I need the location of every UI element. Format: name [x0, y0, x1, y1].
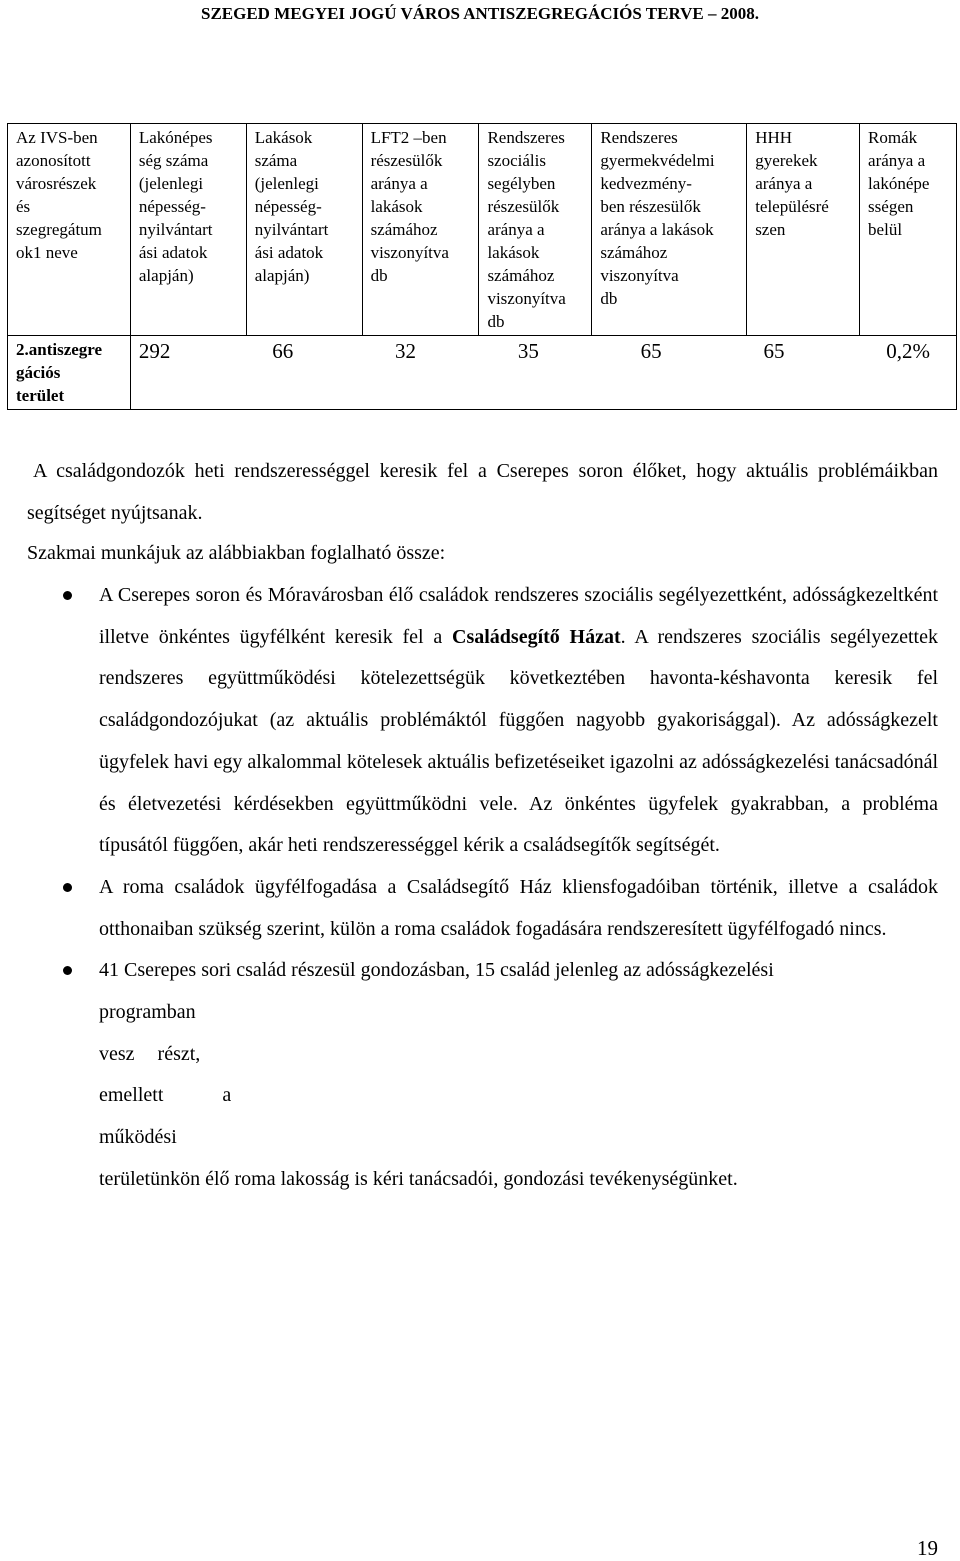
value-rsz: 35 — [517, 339, 539, 363]
page-header: SZEGED MEGYEI JOGÚ VÁROS ANTISZEGREGÁCIÓS TERVE – 2008. — [200, 4, 759, 23]
header-cell: Rendszeres gyermekvédelmi kedvezmény- ben részesülők aránya a lakások számához viszonyítva db — [592, 124, 747, 336]
value-lft: 32 — [395, 339, 416, 363]
list-item: 41 Cserepes sori család részesül gondozásban, 15 család jelenleg az adósságkezelési programban vesz részt, emellett a működési területünkön élő roma lakosság is kéri tanácsadói, gondozási tevékenységünket. — [27, 950, 938, 1200]
table-header-row — [8, 124, 957, 336]
list-item: A roma családok ügyfélfogadása a Családsegítő Ház kliensfogadóiban történik, illetve a családok otthonaiban szükség szerint, külön a roma családok fogadására rendszeresített ügyfélfogadó nincs. — [27, 867, 938, 950]
page-number: 19 — [917, 1536, 938, 1560]
list-item: A Cserepes soron és Móravárosban élő családok rendszeres szociális segélyezettként, adósságkezeltként illetve önkéntes ügyfélként keresik fel a Családsegítő Házat. A rendszeres szociális segélyezettek rendszeres együttműködési kötelezettségük következtében havonta-késhavonta keresik fel családgondozójukat (az aktuális problémáktól függően nagyobb gyakorisággal). Az adósságkezelt ügyfelek havi egy alkalommal kötelesek aktuális befizetéseiket igazolni az adósságkezelési tanácsadónál és életvezetési kérdésekben együttműködni vele. Az önkéntes ügyfelek gyakrabban, a probléma típusától függően, akár heti rendszerességgel kérik a családsegítők segítségét. — [27, 575, 938, 867]
value-rgyk: 65 — [640, 339, 662, 363]
indicator-table — [7, 123, 957, 410]
intro-paragraph: A családgondozók heti rendszerességgel keresik fel a Cserepes soron élőket, hogy aktuális problémáikban segítséget nyújtsanak. — [27, 460, 938, 524]
header-cell: Lakások száma (jelenlegi népesség- nyilvántart ási adatok alapján) — [246, 124, 362, 336]
values-line — [139, 338, 950, 364]
bullet-icon — [63, 966, 72, 975]
table-row — [8, 336, 957, 410]
value-lakasok: 66 — [272, 339, 294, 363]
activity-list — [27, 575, 938, 1201]
bullet-icon — [63, 591, 72, 600]
header-cell: Lakónépes ség száma (jelenlegi népesség- nyilvántart ási adatok alapján) — [130, 124, 246, 336]
summary-lead: Szakmai munkájuk az alábbiakban foglalható össze: — [27, 542, 446, 564]
bullet-icon — [63, 883, 72, 892]
value-hhh: 65 — [763, 339, 785, 363]
value-romak: 0,2% — [886, 339, 930, 363]
header-cell: Rendszeres szociális segélyben részesülők aránya a lakások számához viszonyítva db — [479, 124, 592, 336]
header-cell: HHH gyerekek aránya a településré szen — [747, 124, 860, 336]
bold-text: Családsegítő Házat — [452, 625, 621, 648]
header-cell: LFT2 –ben részesülők aránya a lakások számához viszonyítva db — [362, 124, 479, 336]
header-cell: Romák aránya a lakónépe sségen belül — [860, 124, 957, 336]
value-lakonepesseg: 292 — [138, 339, 171, 363]
row-label-cell: 2.antiszegre gációs terület — [8, 336, 131, 410]
header-cell: Az IVS-ben azonosított városrészek és szegregátum ok1 neve — [8, 124, 131, 336]
values-cell — [130, 336, 956, 410]
